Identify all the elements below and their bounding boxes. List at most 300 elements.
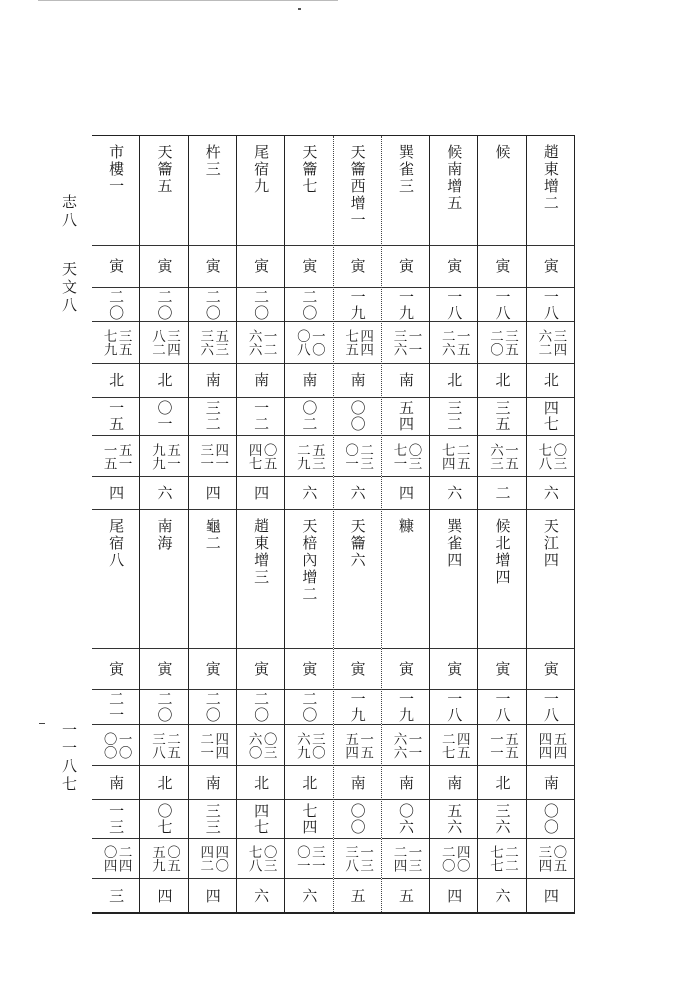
star-name-cell <box>527 510 574 649</box>
star-name: 南海 <box>155 517 174 552</box>
longitude-minutes-seconds-minutes: 三五 <box>502 329 519 357</box>
latitude-direction-cell <box>189 766 236 800</box>
longitude-degrees: 二〇 <box>155 288 174 321</box>
latitude-minutes-seconds-cell <box>285 436 332 477</box>
star-name-cell <box>478 136 525 246</box>
longitude-minutes-seconds-seconds: 二〇 <box>487 329 504 357</box>
magnitude-cell <box>478 477 525 510</box>
longitude-minutes-seconds-minutes: 四五 <box>453 731 470 759</box>
zodiac-sign-cell <box>334 649 381 690</box>
longitude-minutes-seconds-pair <box>294 732 324 759</box>
longitude-minutes-seconds-cell <box>140 322 187 363</box>
zodiac-sign: 寅 <box>348 660 367 677</box>
longitude-degrees-cell <box>430 690 477 725</box>
latitude-minutes-seconds-cell <box>285 839 332 880</box>
magnitude-cell <box>478 879 525 912</box>
longitude-minutes-seconds-cell <box>478 725 525 766</box>
magnitude: 六 <box>445 484 464 501</box>
longitude-minutes-seconds-minutes: 一一 <box>405 329 422 357</box>
catalog-column <box>236 136 284 912</box>
longitude-degrees-cell <box>334 288 381 323</box>
longitude-minutes-seconds-seconds: 三六 <box>197 329 214 357</box>
magnitude: 六 <box>300 887 319 904</box>
latitude-minutes-seconds-cell <box>382 839 429 880</box>
longitude-degrees: 一八 <box>445 288 464 321</box>
latitude-degrees-cell <box>430 800 477 839</box>
magnitude: 四 <box>396 484 415 501</box>
latitude-minutes-seconds-minutes: 四〇 <box>453 845 470 872</box>
magnitude-cell <box>334 477 381 510</box>
latitude-minutes-seconds-cell <box>478 839 525 880</box>
latitude-minutes-seconds-minutes: 〇三 <box>550 442 567 470</box>
latitude-degrees: 七四 <box>300 802 319 835</box>
longitude-minutes-seconds-minutes: 一五 <box>357 731 374 759</box>
longitude-degrees: 一九 <box>348 691 367 724</box>
magnitude-cell <box>334 879 381 912</box>
latitude-minutes-seconds-minutes: 〇三 <box>260 845 277 872</box>
latitude-minutes-seconds-cell <box>334 839 381 880</box>
latitude-direction-cell <box>382 364 429 398</box>
star-name: 天江四 <box>541 517 560 569</box>
latitude-minutes-seconds-seconds: 七八 <box>535 442 552 470</box>
star-name-cell <box>334 510 381 649</box>
latitude-degrees-cell <box>527 398 574 437</box>
longitude-degrees: 二〇 <box>300 691 319 724</box>
star-name: 尾宿八 <box>107 517 126 569</box>
latitude-degrees-cell <box>140 800 187 839</box>
longitude-minutes-seconds-minutes: 三四 <box>163 329 180 357</box>
longitude-minutes-seconds-minutes: 一一 <box>405 731 422 759</box>
latitude-minutes-seconds-seconds: 二九 <box>293 442 310 470</box>
latitude-minutes-seconds-pair <box>197 845 227 872</box>
latitude-minutes-seconds-seconds: 三四 <box>535 845 552 872</box>
longitude-minutes-seconds-minutes: 五五 <box>502 731 519 759</box>
catalog-column <box>284 136 332 912</box>
magnitude: 六 <box>252 887 271 904</box>
latitude-direction: 北 <box>155 372 174 389</box>
zodiac-sign-cell <box>382 246 429 287</box>
longitude-minutes-seconds-minutes: 一〇 <box>115 731 132 759</box>
latitude-direction: 南 <box>541 774 560 791</box>
longitude-degrees: 一八 <box>493 691 512 724</box>
star-name-cell <box>382 136 429 246</box>
latitude-degrees-cell <box>382 398 429 437</box>
latitude-degrees: 五六 <box>445 802 464 835</box>
star-name-cell <box>382 510 429 649</box>
longitude-degrees: 一八 <box>445 691 464 724</box>
star-name: 天籥西增一 <box>348 144 367 229</box>
latitude-direction-cell <box>285 766 332 800</box>
longitude-minutes-seconds-seconds: 六六 <box>390 731 407 759</box>
zodiac-sign: 寅 <box>203 258 222 275</box>
latitude-minutes-seconds-seconds: 二〇 <box>438 845 455 872</box>
latitude-direction: 北 <box>493 774 512 791</box>
zodiac-sign: 寅 <box>348 258 367 275</box>
longitude-minutes-seconds-minutes: 一〇 <box>308 329 325 357</box>
magnitude: 六 <box>348 484 367 501</box>
latitude-minutes-seconds-seconds: 〇一 <box>342 442 359 470</box>
longitude-minutes-seconds-cell <box>334 725 381 766</box>
longitude-degrees: 二〇 <box>300 288 319 321</box>
star-name: 巽雀三 <box>396 144 415 195</box>
star-name: 候北增四 <box>493 517 512 586</box>
longitude-minutes-seconds-cell <box>92 725 139 766</box>
longitude-degrees-cell <box>334 690 381 725</box>
latitude-degrees: 一五 <box>107 400 126 433</box>
longitude-minutes-seconds-seconds: 六九 <box>293 731 310 759</box>
latitude-minutes-seconds-seconds: 七一 <box>390 442 407 470</box>
longitude-minutes-seconds-seconds: 二六 <box>438 329 455 357</box>
longitude-degrees: 一九 <box>396 691 415 724</box>
longitude-degrees: 一九 <box>348 288 367 321</box>
longitude-minutes-seconds-pair <box>101 732 131 759</box>
latitude-minutes-seconds-pair <box>342 845 372 872</box>
longitude-minutes-seconds-cell <box>527 725 574 766</box>
zodiac-sign: 寅 <box>203 660 222 677</box>
top-scan-mark <box>298 8 301 10</box>
catalog-column <box>188 136 236 912</box>
latitude-degrees-cell <box>92 398 139 437</box>
longitude-degrees: 二〇 <box>203 288 222 321</box>
latitude-minutes-seconds-cell <box>334 436 381 477</box>
star-name: 尾宿九 <box>252 144 271 195</box>
longitude-minutes-seconds-seconds: 五四 <box>342 731 359 759</box>
longitude-minutes-seconds-seconds: 一一 <box>487 731 504 759</box>
longitude-minutes-seconds-cell <box>92 322 139 363</box>
magnitude-cell <box>527 879 574 912</box>
magnitude: 四 <box>541 887 560 904</box>
latitude-minutes-seconds-seconds: 〇一 <box>293 845 310 872</box>
star-name-cell <box>189 510 236 649</box>
zodiac-sign-cell <box>527 649 574 690</box>
longitude-degrees: 一八 <box>541 691 560 724</box>
magnitude-cell <box>140 477 187 510</box>
longitude-minutes-seconds-minutes: 四四 <box>212 731 229 759</box>
page-number: 一一八七 <box>60 722 78 794</box>
longitude-minutes-seconds-cell <box>430 322 477 363</box>
latitude-direction-cell <box>189 364 236 398</box>
latitude-direction: 北 <box>300 774 319 791</box>
latitude-direction: 南 <box>348 774 367 791</box>
latitude-direction: 南 <box>107 774 126 791</box>
latitude-minutes-seconds-minutes: 一五 <box>502 442 519 470</box>
latitude-degrees-cell <box>92 800 139 839</box>
longitude-minutes-seconds-minutes: 五四 <box>550 731 567 759</box>
longitude-degrees: 二〇 <box>107 288 126 321</box>
star-name-cell <box>285 136 332 246</box>
zodiac-sign: 寅 <box>541 660 560 677</box>
star-catalog-table <box>92 135 575 914</box>
latitude-minutes-seconds-pair <box>439 443 469 470</box>
longitude-minutes-seconds-pair <box>487 732 517 759</box>
latitude-degrees-cell <box>285 800 332 839</box>
zodiac-sign-cell <box>527 246 574 287</box>
latitude-degrees: 〇一 <box>155 400 174 433</box>
latitude-direction: 南 <box>300 372 319 389</box>
star-name-cell <box>527 136 574 246</box>
latitude-minutes-seconds-seconds: 四二 <box>197 845 214 872</box>
latitude-direction-cell <box>140 364 187 398</box>
magnitude-cell <box>92 477 139 510</box>
latitude-degrees: 四七 <box>252 802 271 835</box>
longitude-degrees: 二〇 <box>252 691 271 724</box>
star-name-cell <box>140 136 187 246</box>
latitude-minutes-seconds-pair <box>294 845 324 872</box>
longitude-minutes-seconds-minutes: 二五 <box>163 731 180 759</box>
longitude-degrees-cell <box>285 690 332 725</box>
longitude-minutes-seconds-cell <box>237 322 284 363</box>
latitude-degrees: 三五 <box>493 400 512 433</box>
latitude-minutes-seconds-minutes: 二四 <box>115 845 132 872</box>
star-name-cell <box>237 136 284 246</box>
longitude-degrees: 一九 <box>396 288 415 321</box>
longitude-minutes-seconds-pair <box>246 732 276 759</box>
magnitude-cell <box>382 879 429 912</box>
zodiac-sign-cell <box>382 649 429 690</box>
latitude-minutes-seconds-seconds: 二四 <box>390 845 407 872</box>
longitude-degrees: 一八 <box>541 288 560 321</box>
star-name: 杵三 <box>203 144 222 178</box>
magnitude: 三 <box>107 887 126 904</box>
zodiac-sign: 寅 <box>300 660 319 677</box>
star-name: 巽雀四 <box>445 517 464 569</box>
longitude-minutes-seconds-seconds: 〇〇 <box>100 731 117 759</box>
longitude-minutes-seconds-seconds: 〇八 <box>293 329 310 357</box>
zodiac-sign-cell <box>189 246 236 287</box>
longitude-minutes-seconds-seconds: 七九 <box>100 329 117 357</box>
longitude-minutes-seconds-cell <box>334 322 381 363</box>
latitude-minutes-seconds-pair <box>149 845 179 872</box>
latitude-minutes-seconds-cell <box>140 436 187 477</box>
latitude-degrees: 三二 <box>445 400 464 433</box>
latitude-minutes-seconds-cell <box>237 436 284 477</box>
longitude-minutes-seconds-seconds: 六二 <box>535 329 552 357</box>
longitude-minutes-seconds-seconds: 三六 <box>390 329 407 357</box>
longitude-degrees: 二〇 <box>203 691 222 724</box>
zodiac-sign-cell <box>285 649 332 690</box>
zodiac-sign: 寅 <box>396 660 415 677</box>
latitude-minutes-seconds-seconds: 五九 <box>148 845 165 872</box>
latitude-minutes-seconds-cell <box>430 839 477 880</box>
longitude-degrees-cell <box>382 690 429 725</box>
latitude-direction: 北 <box>541 372 560 389</box>
star-name-cell <box>430 510 477 649</box>
longitude-degrees: 二〇 <box>252 288 271 321</box>
star-name: 天籥五 <box>155 144 174 195</box>
latitude-degrees-cell <box>334 800 381 839</box>
latitude-minutes-seconds-seconds: 七七 <box>487 845 504 872</box>
star-name-cell <box>92 510 139 649</box>
zodiac-sign: 寅 <box>445 258 464 275</box>
catalog-column <box>526 136 575 912</box>
latitude-minutes-seconds-seconds: 九九 <box>148 442 165 470</box>
latitude-minutes-seconds-minutes: 〇五 <box>163 845 180 872</box>
latitude-minutes-seconds-seconds: 三八 <box>342 845 359 872</box>
zodiac-sign: 寅 <box>107 258 126 275</box>
latitude-degrees-cell <box>140 398 187 437</box>
latitude-minutes-seconds-pair <box>246 443 276 470</box>
longitude-minutes-seconds-minutes: 三五 <box>115 329 132 357</box>
latitude-direction-cell <box>92 364 139 398</box>
zodiac-sign: 寅 <box>445 660 464 677</box>
zodiac-sign: 寅 <box>493 660 512 677</box>
star-name: 候南增五 <box>445 144 464 212</box>
latitude-direction-cell <box>285 364 332 398</box>
latitude-direction-cell <box>430 766 477 800</box>
latitude-minutes-seconds-minutes: 二二 <box>502 845 519 872</box>
longitude-degrees-cell <box>237 690 284 725</box>
longitude-minutes-seconds-pair <box>342 732 372 759</box>
longitude-degrees-cell <box>237 288 284 323</box>
longitude-minutes-seconds-minutes: 〇三 <box>260 731 277 759</box>
latitude-degrees-cell <box>237 398 284 437</box>
latitude-minutes-seconds-pair <box>246 845 276 872</box>
longitude-minutes-seconds-pair <box>390 329 420 356</box>
star-name-cell <box>92 136 139 246</box>
latitude-direction-cell <box>140 766 187 800</box>
longitude-minutes-seconds-pair <box>149 329 179 356</box>
magnitude-cell <box>237 879 284 912</box>
longitude-minutes-seconds-minutes: 三〇 <box>308 731 325 759</box>
latitude-direction: 北 <box>107 372 126 389</box>
longitude-minutes-seconds-pair <box>149 732 179 759</box>
latitude-degrees: 〇二 <box>300 400 319 433</box>
star-name: 市樓一 <box>107 144 126 195</box>
latitude-direction-cell <box>237 766 284 800</box>
longitude-minutes-seconds-cell <box>237 725 284 766</box>
magnitude-cell <box>285 879 332 912</box>
latitude-direction-cell <box>334 364 381 398</box>
latitude-degrees: 〇七 <box>155 802 174 835</box>
latitude-degrees: 〇〇 <box>541 802 560 835</box>
longitude-degrees: 一八 <box>493 288 512 321</box>
latitude-minutes-seconds-minutes: 三一 <box>308 845 325 872</box>
latitude-degrees-cell <box>334 398 381 437</box>
latitude-minutes-seconds-minutes: 〇五 <box>260 442 277 470</box>
latitude-direction: 南 <box>203 774 222 791</box>
latitude-direction-cell <box>527 766 574 800</box>
magnitude-cell <box>527 477 574 510</box>
star-name: 龜二 <box>203 517 222 552</box>
star-name-cell <box>430 136 477 246</box>
latitude-direction: 北 <box>493 372 512 389</box>
latitude-minutes-seconds-seconds: 七八 <box>245 845 262 872</box>
longitude-degrees-cell <box>92 288 139 323</box>
latitude-minutes-seconds-cell <box>478 436 525 477</box>
chapter-label: 志八 <box>60 194 78 230</box>
longitude-minutes-seconds-cell <box>527 322 574 363</box>
latitude-minutes-seconds-pair <box>439 845 469 872</box>
latitude-degrees: 三六 <box>493 802 512 835</box>
latitude-minutes-seconds-minutes: 五一 <box>115 442 132 470</box>
longitude-minutes-seconds-pair <box>487 329 517 356</box>
latitude-degrees-cell <box>189 398 236 437</box>
longitude-minutes-seconds-cell <box>382 725 429 766</box>
magnitude: 四 <box>445 887 464 904</box>
latitude-minutes-seconds-pair <box>487 845 517 872</box>
longitude-minutes-seconds-pair <box>246 329 276 356</box>
star-name: 糠 <box>396 517 415 535</box>
longitude-minutes-seconds-pair <box>439 329 469 356</box>
zodiac-sign: 寅 <box>155 258 174 275</box>
magnitude-cell <box>189 879 236 912</box>
longitude-minutes-seconds-pair <box>197 329 227 356</box>
latitude-minutes-seconds-cell <box>430 436 477 477</box>
longitude-degrees-cell <box>285 288 332 323</box>
latitude-minutes-seconds-minutes: 四〇 <box>212 845 229 872</box>
magnitude: 四 <box>203 887 222 904</box>
zodiac-sign: 寅 <box>155 660 174 677</box>
longitude-degrees-cell <box>189 690 236 725</box>
latitude-direction-cell <box>527 364 574 398</box>
latitude-minutes-seconds-seconds: 〇四 <box>100 845 117 872</box>
latitude-degrees: 〇〇 <box>348 400 367 433</box>
longitude-minutes-seconds-pair <box>390 732 420 759</box>
latitude-degrees: 〇〇 <box>348 802 367 835</box>
margin-dash <box>39 723 45 724</box>
zodiac-sign-cell <box>478 649 525 690</box>
latitude-minutes-seconds-minutes: 五一 <box>163 442 180 470</box>
longitude-minutes-seconds-pair <box>294 329 324 356</box>
zodiac-sign-cell <box>140 246 187 287</box>
latitude-minutes-seconds-pair <box>487 443 517 470</box>
latitude-minutes-seconds-pair <box>197 443 227 470</box>
zodiac-sign-cell <box>189 649 236 690</box>
longitude-minutes-seconds-seconds: 三八 <box>148 731 165 759</box>
latitude-direction: 北 <box>252 774 271 791</box>
latitude-minutes-seconds-seconds: 七四 <box>438 442 455 470</box>
longitude-degrees-cell <box>478 288 525 323</box>
star-name: 趙東增二 <box>541 144 560 212</box>
star-name-cell <box>140 510 187 649</box>
latitude-degrees-cell <box>285 398 332 437</box>
catalog-column <box>139 136 187 912</box>
zodiac-sign-cell <box>237 649 284 690</box>
latitude-degrees-cell <box>527 800 574 839</box>
magnitude-cell <box>92 879 139 912</box>
latitude-minutes-seconds-pair <box>390 845 420 872</box>
longitude-minutes-seconds-pair <box>197 732 227 759</box>
longitude-minutes-seconds-seconds: 四四 <box>535 731 552 759</box>
longitude-minutes-seconds-cell <box>430 725 477 766</box>
section-label: 天文八 <box>60 261 78 315</box>
longitude-minutes-seconds-cell <box>285 725 332 766</box>
latitude-minutes-seconds-cell <box>92 839 139 880</box>
zodiac-sign: 寅 <box>107 660 126 677</box>
star-name: 天籥六 <box>348 517 367 569</box>
longitude-minutes-seconds-seconds: 六六 <box>245 329 262 357</box>
latitude-degrees: 一二 <box>252 400 271 433</box>
latitude-minutes-seconds-cell <box>189 839 236 880</box>
longitude-minutes-seconds-minutes: 三四 <box>550 329 567 357</box>
zodiac-sign-cell <box>430 246 477 287</box>
latitude-direction: 北 <box>445 372 464 389</box>
latitude-minutes-seconds-pair <box>535 845 565 872</box>
latitude-minutes-seconds-pair <box>535 443 565 470</box>
latitude-degrees-cell <box>189 800 236 839</box>
latitude-direction-cell <box>430 364 477 398</box>
longitude-minutes-seconds-seconds: 六〇 <box>245 731 262 759</box>
latitude-minutes-seconds-cell <box>382 436 429 477</box>
longitude-degrees-cell <box>478 690 525 725</box>
catalog-column <box>477 136 525 912</box>
latitude-degrees: 五四 <box>396 400 415 433</box>
latitude-minutes-seconds-cell <box>189 436 236 477</box>
longitude-minutes-seconds-seconds: 八二 <box>148 329 165 357</box>
longitude-minutes-seconds-pair <box>535 329 565 356</box>
longitude-minutes-seconds-minutes: 一二 <box>260 329 277 357</box>
magnitude: 四 <box>252 484 271 501</box>
